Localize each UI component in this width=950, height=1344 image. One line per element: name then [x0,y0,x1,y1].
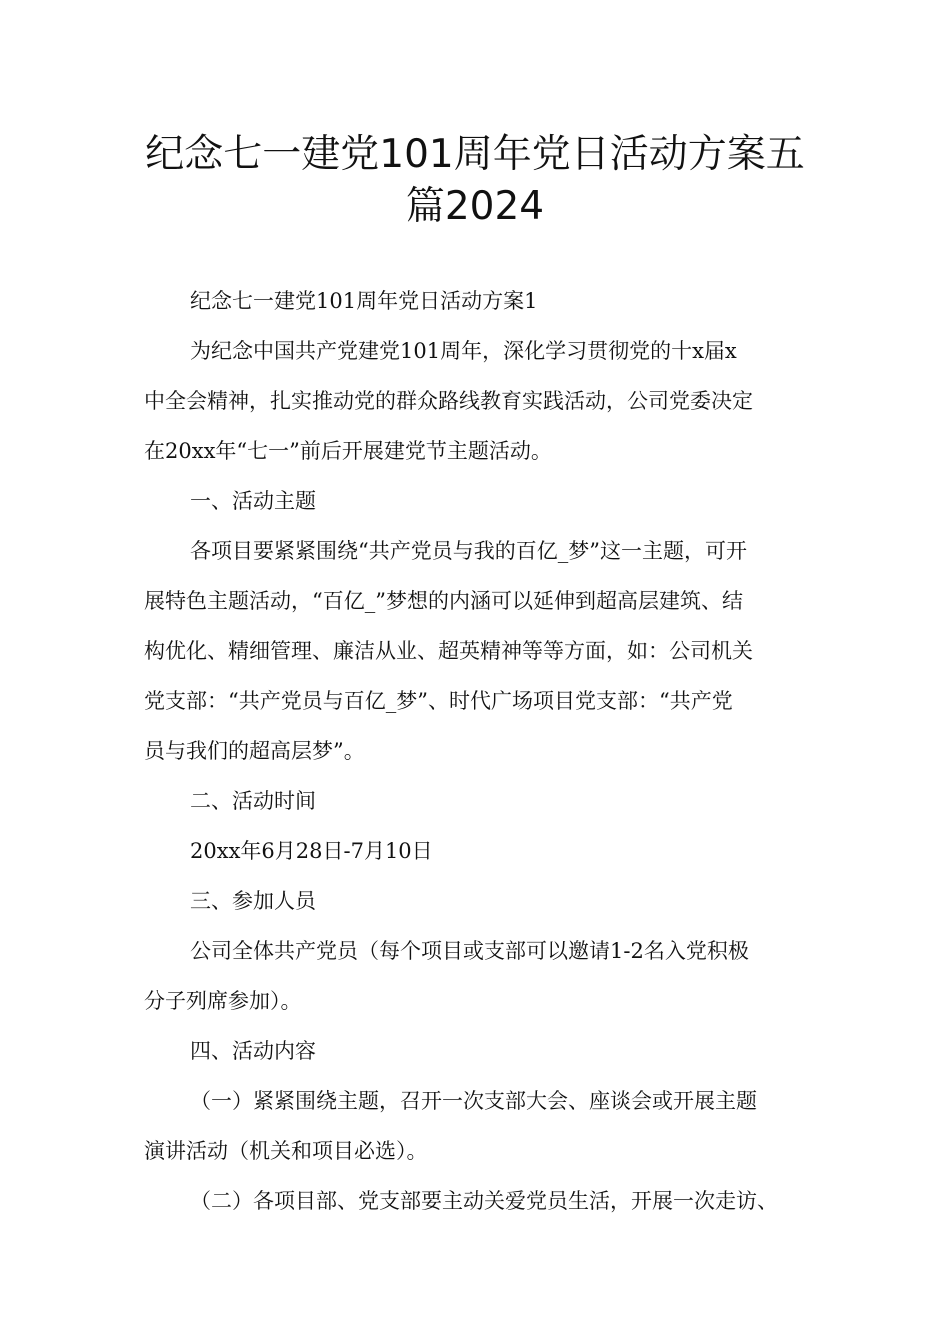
paragraph-line: 中全会精神，扎实推动党的群众路线教育实践活动，公司党委决定 [144,389,753,413]
paragraph-line: 为纪念中国共产党建党101周年，深化学习贯彻党的十x届x [190,339,737,363]
section-heading-time: 二、活动时间 [190,789,316,813]
document-title-line-1: 纪念七一建党101周年党日活动方案五 [145,132,805,177]
section-heading-content: 四、活动内容 [190,1039,316,1063]
paragraph-line: 分子列席参加）。 [144,989,302,1013]
section-heading-plan-1: 纪念七一建党101周年党日活动方案1 [190,289,538,313]
paragraph-line: （二）各项目部、党支部要主动关爱党员生活，开展一次走访、 [190,1189,778,1213]
paragraph-line: 党支部：“共产党员与百亿_梦”、时代广场项目党支部：“共产党 [144,689,733,713]
section-heading-theme: 一、活动主题 [190,489,316,513]
paragraph-line: （一）紧紧围绕主题，召开一次支部大会、座谈会或开展主题 [190,1089,757,1113]
paragraph-line: 公司全体共产党员（每个项目或支部可以邀请1-2名入党积极 [190,939,749,963]
paragraph-line: 20xx年6月28日-7月10日 [190,839,433,863]
paragraph-line: 构优化、精细管理、廉洁从业、超英精神等等方面，如：公司机关 [144,639,753,663]
paragraph-line: 演讲活动（机关和项目必选）。 [144,1139,428,1163]
document-title-line-2: 篇2024 [405,184,545,229]
paragraph-line: 员与我们的超高层梦”。 [144,739,365,763]
section-heading-participants: 三、参加人员 [190,889,316,913]
paragraph-line: 在20xx年“七一”前后开展建党节主题活动。 [144,439,552,463]
paragraph-line: 各项目要紧紧围绕“共产党员与我的百亿_梦”这一主题，可开 [190,539,747,563]
paragraph-line: 展特色主题活动，“百亿_”梦想的内涵可以延伸到超高层建筑、结 [144,589,743,613]
